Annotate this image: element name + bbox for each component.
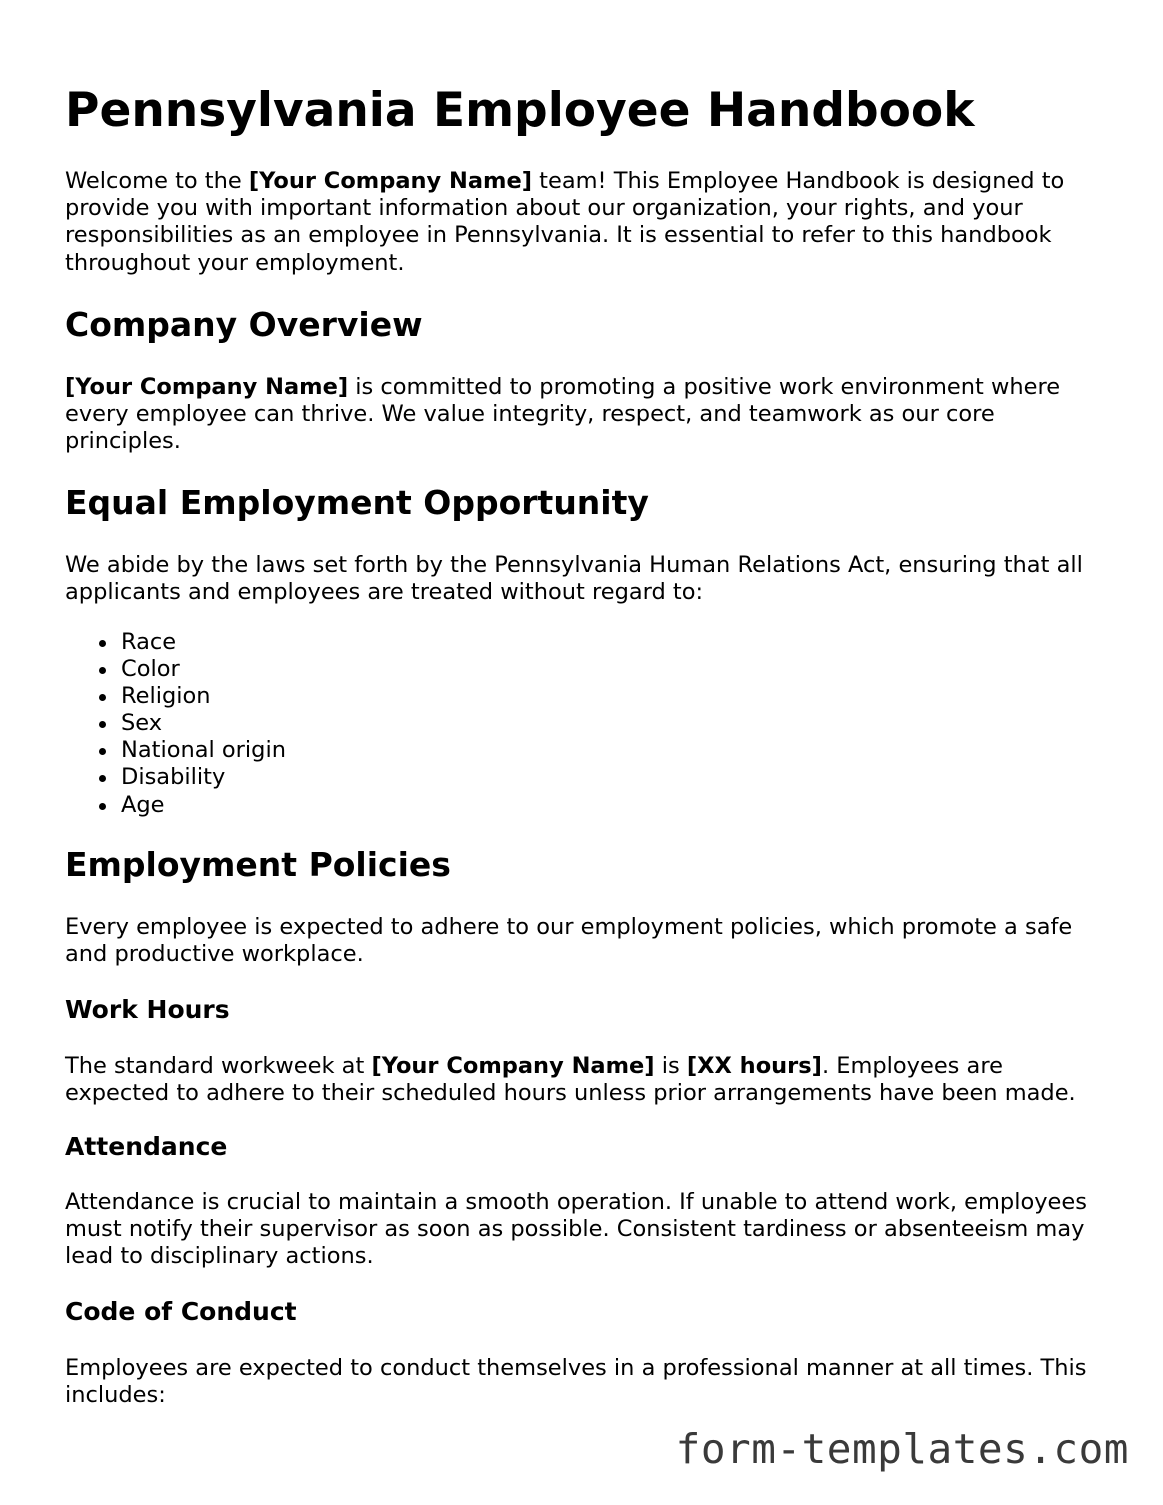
company-overview-heading: Company Overview [65,305,423,344]
list-item: Color [65,656,286,683]
intro-text-start: Welcome to the [65,168,249,194]
company-overview-paragraph [65,374,1105,456]
employment-policies-paragraph: Every employee is expected to adhere to our employment policies, which promote a safe and productive workplace. [65,914,1073,968]
employment-policies-heading: Employment Policies [65,845,451,884]
eeo-heading: Equal Employment Opportunity [65,483,649,522]
bullet-icon [99,694,106,701]
document-title: Pennsylvania Employee Handbook [65,83,975,138]
bullet-icon [99,748,106,755]
eeo-paragraph: We abide by the laws set forth by the Pennsylvania Human Relations Act, ensuring that all applicants and employees are treated without regard to: [65,552,1083,606]
bullet-icon [99,667,106,674]
code-of-conduct-heading: Code of Conduct [65,1297,297,1326]
company-overview-text: is committed to promoting a positive work environment where every employee can thrive. We value integrity, respect, and teamwork as our core principles. [65,374,1061,455]
company-name-placeholder: [Your Company Name] [371,1053,655,1079]
hours-placeholder: [XX hours] [686,1053,822,1079]
list-item: Age [65,792,286,819]
company-name-placeholder: [Your Company Name] [65,374,349,400]
list-item: Disability [65,764,286,791]
work-hours-heading: Work Hours [65,995,230,1024]
company-name-placeholder: [Your Company Name] [248,168,533,194]
protected-characteristics-list [65,629,286,819]
intro-text-end: team! This Employee Handbook is designed to provide you with important information about our organization, your rights, and your responsibilities as an employee in Pennsylvania. It is essential to refer to this handbook throughout your employment. [65,168,1065,276]
code-of-conduct-paragraph: Employees are expected to conduct themselves in a professional manner at all times. This includes: [65,1355,1087,1409]
list-item: Religion [65,683,286,710]
intro-paragraph [65,168,1105,277]
attendance-heading: Attendance [65,1132,228,1161]
bullet-icon [99,721,106,728]
list-item: Sex [65,710,286,737]
list-item: National origin [65,737,286,764]
bullet-icon [99,775,106,782]
attendance-paragraph: Attendance is crucial to maintain a smooth operation. If unable to attend work, employees must notify their supervisor as soon as possible. Consistent tardiness or absenteeism may lead to disciplinary actions. [65,1189,1087,1270]
work-hours-paragraph: The standard workweek at [Your Company Name] is [XX hours]. Employees are expected to adhere to their scheduled hours unless prior arrangements have been made. [65,1053,1076,1107]
list-item: Race [65,629,286,656]
bullet-icon [99,640,106,647]
watermark: form-templates.com [675,1425,1129,1473]
bullet-icon [99,803,106,810]
